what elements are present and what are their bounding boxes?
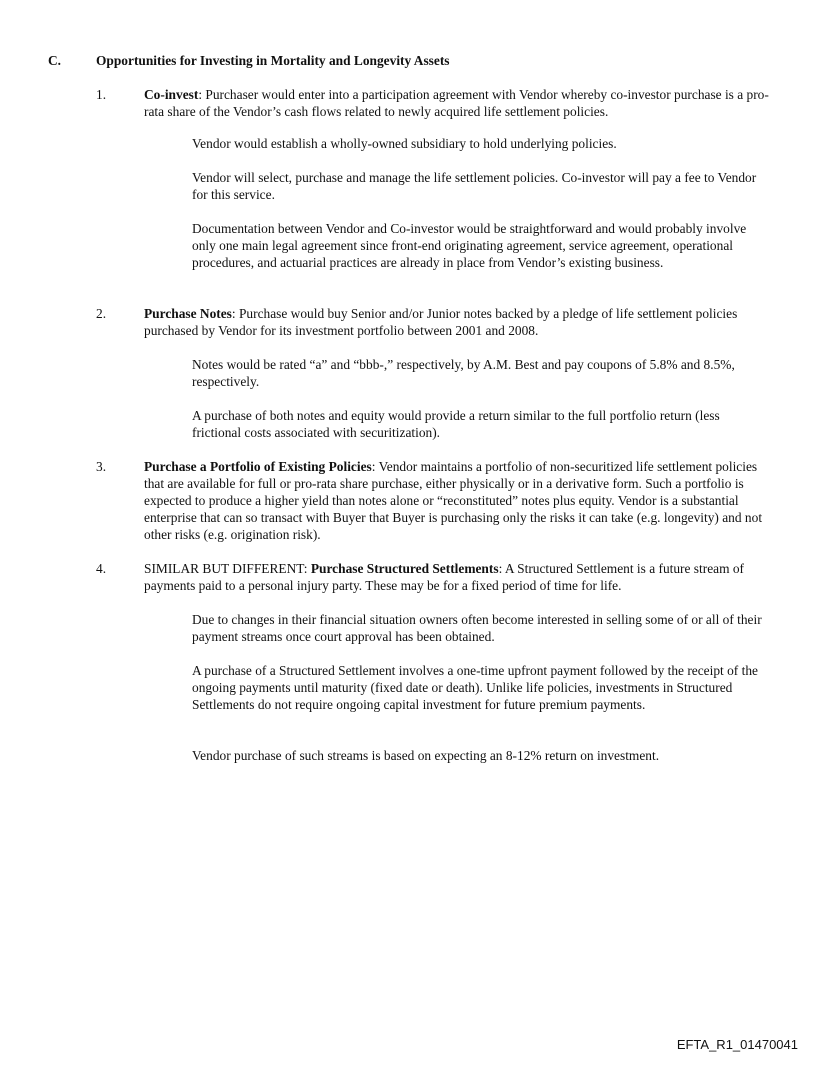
- sub-paragraph: A purchase of both notes and equity would provide a return similar to the full portfolio return (less frictional costs associated with securitization).: [192, 408, 720, 440]
- section-letter: C.: [48, 53, 62, 68]
- item-text: : Purchaser would enter into a participation agreement with Vendor whereby co-investor purchase is a pro-rata share of the Vendor’s cash flows related to newly acquired life settlement policies.: [144, 87, 769, 119]
- item-lead: Co-invest: [144, 87, 199, 102]
- document-id: EFTA_R1_01470041: [676, 1037, 798, 1052]
- item-lead: Purchase Notes: [144, 306, 232, 321]
- list-item-2: [96, 305, 776, 339]
- item-body: [144, 560, 776, 594]
- list-item-1: [96, 86, 776, 120]
- sub-paragraph: Vendor would establish a wholly-owned subsidiary to hold underlying policies.: [192, 136, 617, 151]
- item-text: : Purchase would buy Senior and/or Junior notes backed by a pledge of life settlement policies purchased by Vendor for its investment portfolio between 2001 and 2008.: [144, 306, 738, 338]
- section-title: Opportunities for Investing in Mortality and Longevity Assets: [96, 53, 450, 68]
- item-prefix: SIMILAR BUT DIFFERENT:: [144, 561, 311, 576]
- item-body: [144, 305, 776, 339]
- item-number: 2.: [96, 306, 107, 321]
- sub-paragraph: Notes would be rated “a” and “bbb-,” respectively, by A.M. Best and pay coupons of 5.8% and 8.5%, respectively.: [192, 357, 735, 389]
- item-text: : A Structured Settlement is a future stream of payments paid to a personal injury party. These may be for a fixed period of time for life.: [144, 561, 744, 593]
- sub-paragraph: Vendor will select, purchase and manage the life settlement policies. Co-investor will pay a fee to Vendor for this service.: [192, 170, 757, 202]
- sub-paragraph: A purchase of a Structured Settlement involves a one-time upfront payment followed by the receipt of the ongoing payments until maturity (fixed date or death). Unlike life policies, investments in Structured Settlements do not require ongoing capital investment for future premium payments.: [192, 663, 758, 712]
- item-lead: Purchase a Portfolio of Existing Policies: [144, 459, 372, 474]
- list-item-3: [96, 458, 776, 543]
- sub-paragraph: Due to changes in their financial situation owners often become interested in selling some of or all of their payment streams once court approval has been obtained.: [192, 612, 762, 644]
- item-number: 3.: [96, 459, 107, 474]
- list-item-4: [96, 560, 776, 594]
- item-number: 4.: [96, 561, 107, 576]
- item-body: [144, 458, 776, 543]
- item-body: [144, 86, 776, 120]
- item-text: : Vendor maintains a portfolio of non-securitized life settlement policies that are available for full or pro-rata share purchase, either physically or in a derivative form. Such a portfolio is expected to produce a higher yield than notes alone or “reconstituted” notes plus equity. Vendor is a substantial enterprise that can so transact with Buyer that Buyer is purchasing only the risks it can take (e.g. longevity) and not other risks (e.g. origination risk).: [144, 459, 763, 542]
- item-number: 1.: [96, 87, 107, 102]
- sub-paragraph: Documentation between Vendor and Co-investor would be straightforward and would probably involve only one main legal agreement since front-end originating agreement, service agreement, operational procedures, and actuarial practices are already in place from Vendor’s existing business.: [192, 221, 747, 270]
- item-lead: Purchase Structured Settlements: [310, 561, 499, 576]
- sub-paragraph: Vendor purchase of such streams is based on expecting an 8-12% return on investment.: [192, 748, 660, 763]
